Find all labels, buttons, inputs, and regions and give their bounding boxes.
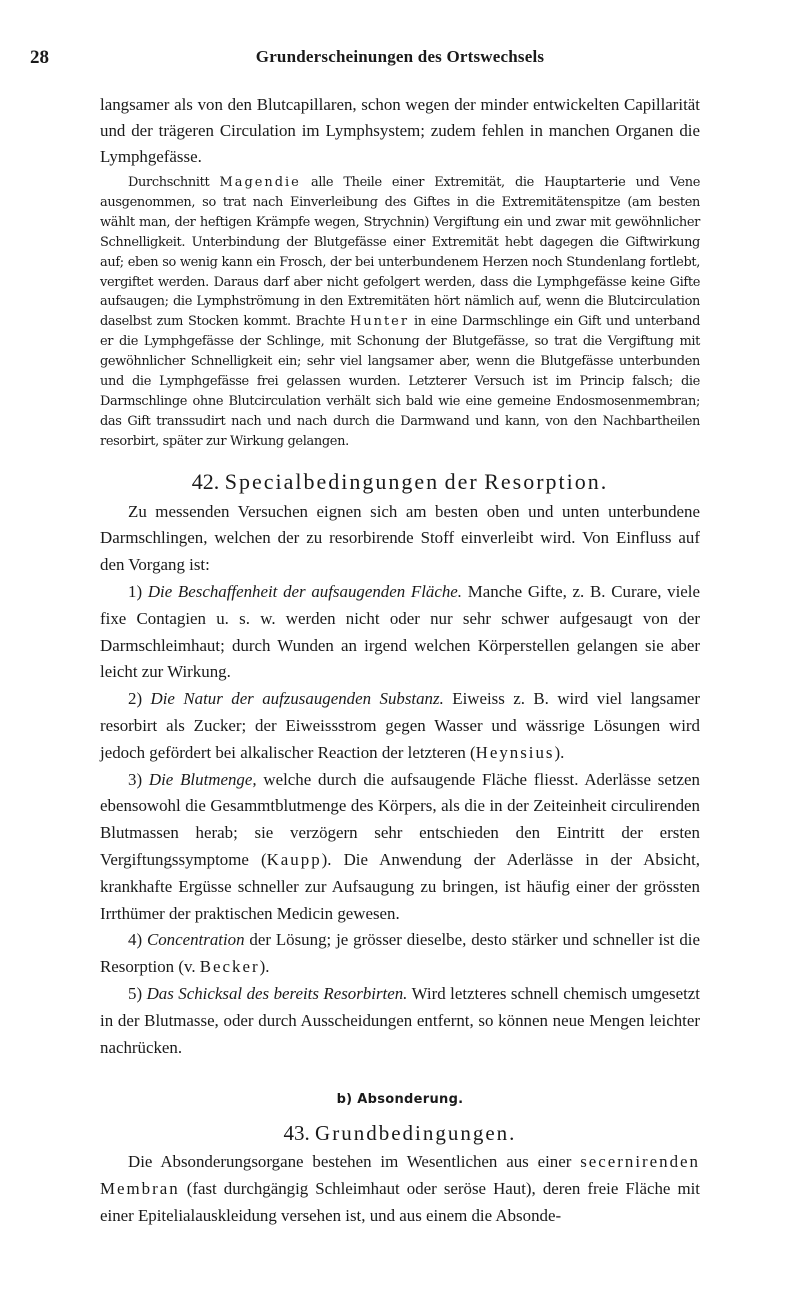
- running-title: Grunderscheinungen des Ortswechsels: [255, 47, 545, 66]
- section-intro: Zu messenden Versuchen eignen sich am besten oben und unten unterbundene Darmschlingen, welchen der zu resorbirende Stoff einverleibt wird. Von Einfluss auf den Vorgang ist:: [100, 501, 700, 575]
- small-print-text: Durchschnitt: [128, 175, 210, 190]
- list-item: [100, 579, 700, 686]
- item-text: Wird letzteres schnell chemisch umgesetzt in der Blutmasse, oder durch Ausscheidungen entfernt, so können neue Mengen leichter nachrücken.: [100, 984, 700, 1057]
- paragraph-text: Die Absonderungsorgane bestehen im Wesentlichen aus einer: [128, 1152, 572, 1172]
- page-number: 28: [30, 47, 49, 68]
- small-print-text: in eine Darmschlinge ein Gift und unterband er die Lymphgefässe der Schlinge, mit Schonung der Blutgefässe, so trat die Vergiftung mit gewöhnlicher Schnelligkeit ein; sehr viel langsamer aber, wenn die Blutgefässe unterbunden und die Lymphgefässe frei gelassen wurden. Letzterer Versuch ist im Princip falsch; die Darmschlinge ohne Blutcirculation verhält sich bald wie eine gemeine Endosmosenmembran; das Gift transsudirt nach und nach durch die Darmwand und kann, von den Nachbartheilen resorbirt, später zur Wirkung gelangen.: [100, 314, 701, 449]
- paragraph-text: (fast durchgängig Schleimhaut oder seröse Haut), deren freie Fläche mit einer Epitelialauskleidung versehen ist, und aus einem die Absonde-: [100, 1179, 700, 1226]
- item-text: welche durch die aufsaugende Fläche fliesst. Aderlässe setzen ebensowohl die Gesammtblutmenge des Körpers, als die in der Zeiteinheit circulirenden Blutmassen herab; sie verzögern sehr entschieden den Eintritt der ersten Vergiftungssymptome (: [100, 769, 700, 870]
- section-title-word: Resorption.: [484, 468, 609, 494]
- section-heading-43: [100, 1117, 700, 1149]
- author-name: Hunter: [350, 314, 410, 330]
- running-head: [30, 47, 770, 71]
- section-title-word: der: [444, 468, 479, 494]
- section-number: 42.: [191, 468, 220, 494]
- section-title-word: Grundbedingungen.: [315, 1121, 517, 1146]
- item-title: Concentration: [146, 930, 245, 950]
- small-print-paragraph: [100, 173, 700, 452]
- list-item: [100, 767, 700, 928]
- item-number: 5): [128, 984, 143, 1004]
- section-intro: [100, 1149, 700, 1229]
- lead-paragraph: langsamer als von den Blutcapillaren, schon wegen der minder entwickelten Capillarität und der trägeren Circulation im Lymphsystem; zudem fehlen in manchen Organen die Lymphgefässe.: [100, 95, 700, 166]
- item-text: Eiweiss z. B. wird viel langsamer resorbirt als Zucker; der Eiweissstrom gegen Wasser und wässrige Lösungen wird jedoch gefördert bei alkalischer Reaction der letzteren (: [100, 689, 700, 762]
- author-name: Kaupp: [266, 850, 322, 870]
- item-text: ).: [259, 957, 270, 977]
- list-item: [100, 981, 700, 1061]
- item-number: 2): [128, 689, 143, 709]
- section-number: 43.: [283, 1121, 310, 1146]
- item-number: 1): [128, 582, 143, 602]
- author-name: Magendie: [219, 175, 301, 190]
- author-name: Heynsius: [475, 742, 555, 762]
- text-body: [100, 92, 700, 1230]
- item-number: 4): [128, 930, 143, 950]
- list-item: [100, 927, 700, 981]
- item-text: ). Die Anwendung der Aderlässe in der Absicht, krankhafte Ergüsse schneller zur Aufsaugung zu bringen, ist häufig einer der grössten Irrthümer der praktischen Medicin gewesen.: [100, 850, 700, 923]
- item-title: Die Beschaffenheit der aufsaugenden Fläche.: [147, 582, 463, 602]
- item-text: ).: [554, 742, 565, 762]
- section-title-word: Specialbedingungen: [224, 468, 440, 494]
- subsection-heading: b) Absonderung.: [336, 1092, 464, 1108]
- list-item: [100, 686, 700, 766]
- item-text: der Lösung; je grösser dieselbe, desto stärker und schneller ist die Resorption (v.: [100, 930, 700, 977]
- item-number: 3): [128, 769, 143, 789]
- item-title: Das Schicksal des bereits Resorbirten.: [146, 984, 408, 1004]
- author-name: Becker: [199, 957, 260, 977]
- small-print-text: alle Theile einer Extremität, die Hauptarterie und Vene ausgenommen, so trat nach Einverleibung des Giftes in die Extremitätenspitze (am besten wählt man, der heftigen Krämpfe wegen, Strychnin) Vergiftung ein und zwar mit gewöhnlicher Schnelligkeit. Unterbindung der Blutgefässe einer Extremität hebt dagegen die Giftwirkung auf; eben so wenig kann ein Frosch, der bei unterbundenem Herzen noch Stundenlang fortlebt, vergiftet werden. Daraus darf aber nicht gefolgert werden, dass die Lymphgefässe keine Gifte aufsaugen; die Lymphströmung in den Extremitäten hört nämlich auf, wenn die Blutcirculation daselbst zum Stocken kommt. Brachte: [100, 175, 701, 330]
- item-text: Manche Gifte, z. B. Curare, viele fixe Contagien u. s. w. werden nicht oder nur sehr schwer aufgesaugt von der Darmschleimhaut; durch Wunden an irgend welchen Körperstellen gelangen sie aber leicht zur Wirkung.: [100, 582, 700, 682]
- section-heading-42: [100, 465, 700, 499]
- item-title: Die Blutmenge,: [148, 769, 257, 789]
- emphasized-term: secernirenden Membran: [100, 1152, 700, 1199]
- item-title: Die Natur der aufzusaugenden Substanz.: [150, 689, 444, 709]
